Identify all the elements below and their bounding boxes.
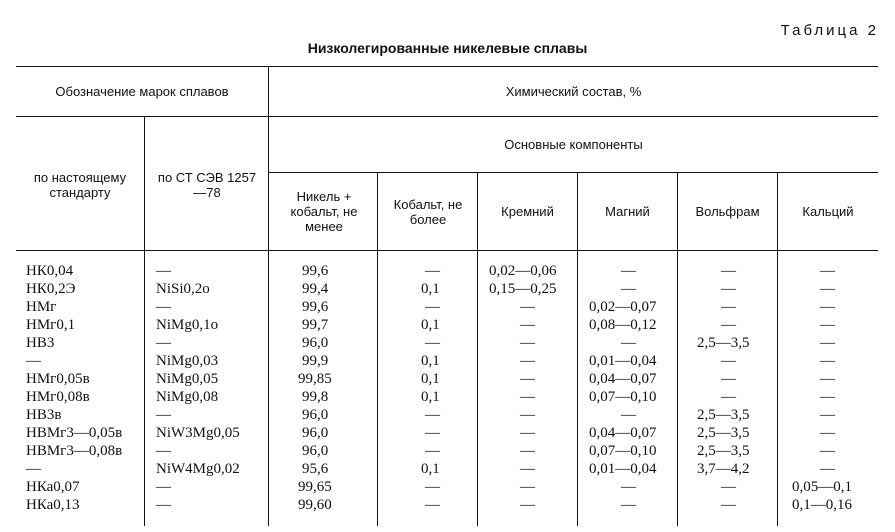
cell-co: — [425, 443, 440, 459]
cell-w: — [721, 281, 736, 297]
cell-ni: 99,6 [302, 299, 329, 315]
header-magnesium: Магний [605, 204, 650, 219]
header-chem-comp: Химический состав, % [505, 84, 642, 99]
cell-std: НК0,2Э [26, 281, 76, 297]
cell-mg: 0,01—0,04 [589, 461, 657, 477]
table-row [0, 478, 895, 496]
cell-std: НВ3 [26, 335, 55, 351]
cell-mg: 0,01—0,04 [589, 353, 657, 369]
cell-ni: 99,65 [298, 479, 332, 495]
cell-co: — [425, 479, 440, 495]
cell-co: 0,1 [421, 353, 440, 369]
cell-w: — [721, 317, 736, 333]
cell-mg: 0,04—0,07 [589, 425, 657, 441]
cell-std: — [26, 461, 41, 477]
cell-sev: — [156, 479, 171, 495]
table-row [0, 388, 895, 406]
cell-ca: — [820, 407, 835, 423]
cell-std: НМг0,05в [26, 371, 90, 387]
cell-ca: — [820, 299, 835, 315]
cell-w: 2,5—3,5 [697, 335, 750, 351]
cell-ca: 0,05—0,1 [792, 479, 852, 495]
table-row [0, 406, 895, 424]
cell-std: НМг0,08в [26, 389, 90, 405]
cell-ca: 0,1—0,16 [792, 497, 852, 513]
header-by-standard: по настоящему стандарту [33, 170, 127, 200]
cell-w: — [721, 479, 736, 495]
cell-mg: 0,07—0,10 [589, 443, 657, 459]
rule-header-bottom [16, 250, 878, 251]
cell-co: — [425, 335, 440, 351]
cell-w: 2,5—3,5 [697, 425, 750, 441]
header-cobalt: Кобальт, не более [393, 196, 463, 227]
cell-w: — [721, 299, 736, 315]
cell-co: — [425, 299, 440, 315]
cell-w: — [721, 497, 736, 513]
table-row [0, 352, 895, 370]
header-nickel: Никель + кобальт, не менее [290, 189, 358, 234]
cell-std: НВ3в [26, 407, 62, 423]
cell-ni: 96,0 [302, 407, 329, 423]
cell-ca: — [820, 281, 835, 297]
cell-co: 0,1 [421, 281, 440, 297]
cell-std: НМг [26, 299, 57, 315]
cell-ni: 99,4 [302, 281, 329, 297]
cell-ca: — [820, 443, 835, 459]
cell-si: 0,02—0,06 [489, 263, 557, 279]
cell-mg: — [621, 263, 636, 279]
cell-std: НВМг3—0,05в [26, 425, 123, 441]
header-tungsten: Вольфрам [695, 204, 760, 219]
cell-mg: — [621, 335, 636, 351]
cell-ca: — [820, 263, 835, 279]
cell-std: НКа0,13 [26, 497, 80, 513]
cell-std: — [26, 353, 41, 369]
cell-sev: — [156, 407, 171, 423]
cell-co: — [425, 425, 440, 441]
table-row [0, 460, 895, 478]
cell-sev: — [156, 299, 171, 315]
cell-co: 0,1 [421, 317, 440, 333]
cell-w: 2,5—3,5 [697, 443, 750, 459]
cell-sev: NiMg0,05 [156, 371, 219, 387]
cell-sev: NiW4Mg0,02 [156, 461, 240, 477]
cell-mg: — [621, 497, 636, 513]
cell-std: НВМг3—0,08в [26, 443, 123, 459]
cell-mg: 0,04—0,07 [589, 371, 657, 387]
table-row [0, 298, 895, 316]
cell-sev: — [156, 443, 171, 459]
cell-mg: 0,02—0,07 [589, 299, 657, 315]
cell-ca: — [820, 335, 835, 351]
cell-si: — [520, 407, 535, 423]
cell-si: — [520, 335, 535, 351]
cell-co: — [425, 263, 440, 279]
cell-si: — [520, 353, 535, 369]
cell-mg: — [621, 281, 636, 297]
cell-std: НКа0,07 [26, 479, 80, 495]
cell-si: — [520, 443, 535, 459]
cell-w: — [721, 353, 736, 369]
cell-mg: 0,08—0,12 [589, 317, 657, 333]
cell-sev: — [156, 263, 171, 279]
header-silicon: Кремний [501, 204, 554, 219]
cell-sev: NiMg0,03 [156, 353, 219, 369]
cell-co: 0,1 [421, 461, 440, 477]
cell-w: — [721, 263, 736, 279]
cell-co: 0,1 [421, 371, 440, 387]
cell-si: — [520, 317, 535, 333]
cell-si: — [520, 425, 535, 441]
cell-ca: — [820, 371, 835, 387]
cell-si: — [520, 389, 535, 405]
header-calcium: Кальций [802, 204, 854, 219]
cell-ni: 99,9 [302, 353, 329, 369]
cell-w: 3,7—4,2 [697, 461, 750, 477]
cell-sev: NiSi0,2o [156, 281, 210, 297]
cell-sev: — [156, 497, 171, 513]
cell-sev: NiMg0,1o [156, 317, 219, 333]
cell-ca: — [820, 317, 835, 333]
cell-si: — [520, 299, 535, 315]
table-row [0, 316, 895, 334]
cell-co: — [425, 497, 440, 513]
cell-w: — [721, 389, 736, 405]
cell-ni: 96,0 [302, 443, 329, 459]
table-row [0, 496, 895, 514]
cell-mg: — [621, 407, 636, 423]
table-number: Таблица 2 [780, 22, 879, 39]
cell-w: 2,5—3,5 [697, 407, 750, 423]
table-row [0, 262, 895, 280]
cell-ni: 99,60 [298, 497, 332, 513]
cell-mg: 0,07—0,10 [589, 389, 657, 405]
cell-si: — [520, 497, 535, 513]
table-row [0, 280, 895, 298]
cell-ca: — [820, 461, 835, 477]
cell-ni: 96,0 [302, 425, 329, 441]
cell-si: — [520, 479, 535, 495]
cell-std: НМг0,1 [26, 317, 76, 333]
cell-ca: — [820, 425, 835, 441]
header-by-sev: по СТ СЭВ 1257—78 [157, 170, 257, 200]
cell-ni: 95,6 [302, 461, 329, 477]
table-row [0, 370, 895, 388]
cell-si: 0,15—0,25 [489, 281, 557, 297]
cell-sev: — [156, 335, 171, 351]
header-designation: Обозначение марок сплавов [55, 84, 229, 99]
header-main-components: Основные компоненты [504, 137, 643, 152]
cell-co: 0,1 [421, 389, 440, 405]
cell-ni: 99,7 [302, 317, 329, 333]
cell-ca: — [820, 353, 835, 369]
table-title: Низколегированные никелевые сплавы [307, 40, 588, 56]
cell-si: — [520, 461, 535, 477]
cell-ni: 96,0 [302, 335, 329, 351]
cell-ni: 99,85 [298, 371, 332, 387]
table-body [0, 262, 895, 514]
cell-sev: NiMg0,08 [156, 389, 219, 405]
cell-mg: — [621, 479, 636, 495]
table-row [0, 442, 895, 460]
cell-ni: 99,6 [302, 263, 329, 279]
cell-co: — [425, 407, 440, 423]
cell-si: — [520, 371, 535, 387]
table-row [0, 424, 895, 442]
cell-ni: 99,8 [302, 389, 329, 405]
cell-std: НК0,04 [26, 263, 74, 279]
cell-w: — [721, 371, 736, 387]
cell-ca: — [820, 389, 835, 405]
table-row [0, 334, 895, 352]
cell-sev: NiW3Mg0,05 [156, 425, 240, 441]
